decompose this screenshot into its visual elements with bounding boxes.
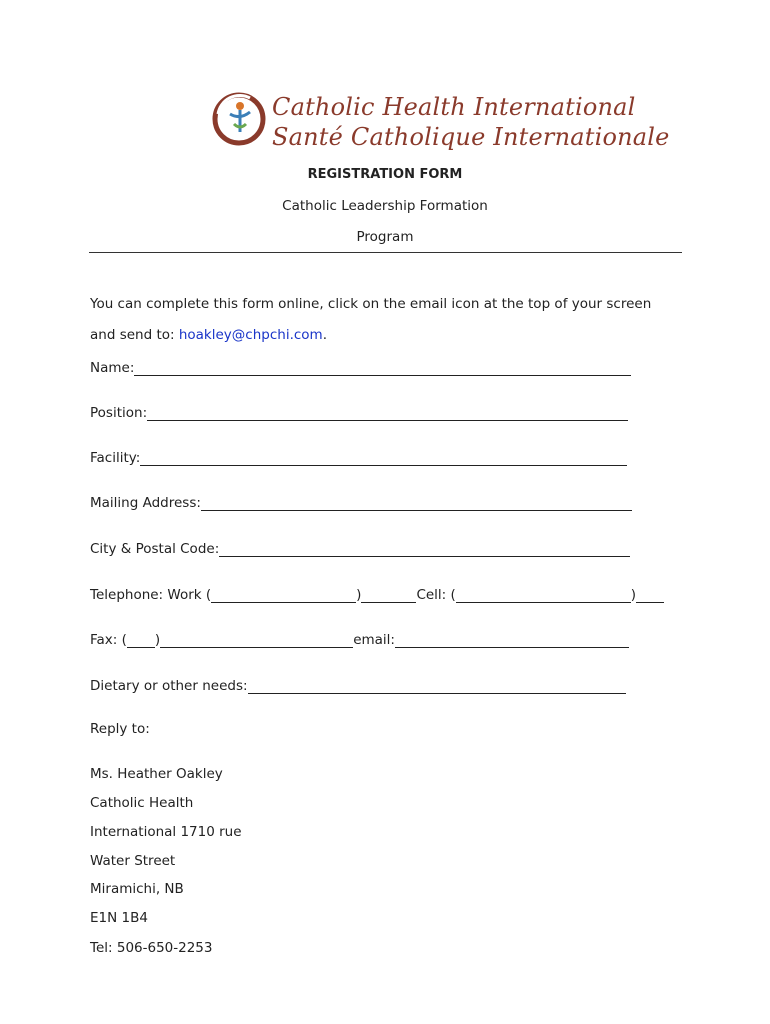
reply-organization: Catholic Health — [90, 795, 194, 811]
reply-contact-name: Ms. Heather Oakley — [90, 766, 223, 782]
name-field — [90, 356, 631, 376]
fax-input-line[interactable] — [160, 633, 353, 648]
facility-input-line[interactable] — [140, 451, 627, 466]
intro-send-to: and send to: — [90, 327, 179, 343]
reply-address-line-2: Water Street — [90, 853, 176, 869]
reply-postal-code: E1N 1B4 — [90, 910, 148, 926]
telephone-work-label: Telephone: Work ( — [90, 587, 212, 603]
telephone-ext-input-line[interactable] — [361, 588, 416, 603]
mailing-address-label: Mailing Address: — [90, 495, 201, 511]
logo-emblem-icon — [210, 90, 268, 148]
fax-close-paren: ) — [154, 632, 161, 648]
mailing-address-input-line[interactable] — [201, 496, 632, 511]
dietary-label: Dietary or other needs: — [90, 678, 248, 694]
city-postal-input-line[interactable] — [219, 542, 630, 557]
logo-text-english: Catholic Health International — [272, 93, 636, 121]
email-label: email: — [353, 632, 395, 648]
fax-email-field — [90, 628, 629, 648]
dietary-field — [90, 674, 626, 694]
logo-text-french: Santé Catholique Internationale — [272, 123, 670, 151]
city-postal-label: City & Postal Code: — [90, 541, 220, 557]
program-name-line1: Catholic Leadership Formation — [282, 198, 488, 214]
fax-label: Fax: ( — [90, 632, 127, 648]
fax-area-input-line[interactable] — [127, 633, 155, 648]
reply-to-label: Reply to: — [90, 721, 150, 737]
city-postal-field — [90, 537, 630, 557]
facility-field — [90, 446, 627, 466]
intro-period: . — [322, 327, 327, 343]
email-link[interactable]: hoakley@chpchi.com — [178, 327, 323, 343]
reply-telephone: Tel: 506-650-2253 — [90, 940, 213, 956]
name-label: Name: — [90, 360, 135, 376]
position-field — [90, 401, 628, 421]
position-input-line[interactable] — [147, 406, 628, 421]
cell-close-paren: ) — [630, 587, 637, 603]
reply-address-line-1: International 1710 rue — [90, 824, 242, 840]
cell-ext-input-line[interactable] — [636, 588, 664, 603]
form-title: REGISTRATION FORM — [307, 167, 463, 182]
dietary-input-line[interactable] — [248, 679, 626, 694]
cell-input-line[interactable] — [456, 588, 631, 603]
telephone-field — [90, 583, 664, 603]
intro-line-2 — [90, 327, 327, 343]
telephone-work-input-line[interactable] — [211, 588, 356, 603]
header-divider — [89, 252, 682, 253]
intro-line-1: You can complete this form online, click on the email icon at the top of your screen — [90, 296, 652, 312]
cell-label: Cell: ( — [416, 587, 456, 603]
facility-label: Facility: — [90, 450, 141, 466]
program-name-line2: Program — [356, 229, 414, 245]
name-input-line[interactable] — [134, 361, 631, 376]
position-label: Position: — [90, 405, 148, 421]
telephone-close-paren: ) — [356, 587, 362, 603]
email-input-line[interactable] — [395, 633, 629, 648]
mailing-address-field — [90, 491, 632, 511]
reply-city: Miramichi, NB — [90, 881, 184, 897]
